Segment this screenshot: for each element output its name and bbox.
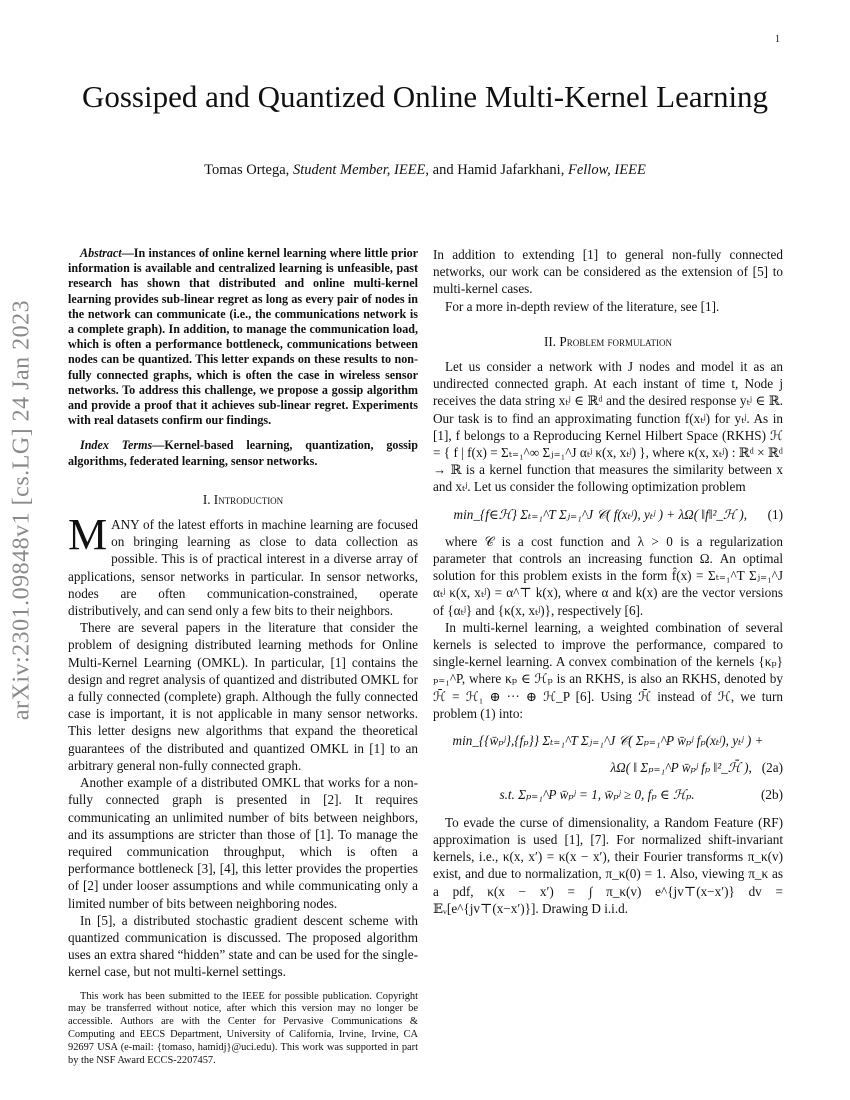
page-number: 1 — [775, 34, 780, 45]
problem-paragraph-4: To evade the curse of dimensionality, a Random Feature (RF) approximation is used [1], [7]. For normalized shift-invariant kernels, i.e., κ(x, x′) = κ(x − x′), their Fourier transforms π_κ(v) exist, and due to normalization, π_κ(0) = 1. Also, viewing π_κ as a pdf, κ(x − x′) = ∫ π_κ(v) e^{jv⊤(x−x′)} dv = 𝔼ᵥ[e^{jv⊤(x−x′)}]. Drawing D i.i.d. — [433, 814, 783, 916]
intro-paragraph-1-text: ANY of the latest efforts in machine learning are focused on bringing learning as close to data collection as possible. This is of practical interest in a diverse array of applications, sensor networks in particular. In sensor networks, nodes are often communication-constrained, operate distributively, and can send only a few bits to their neighbors. — [68, 517, 418, 619]
arxiv-stamp-text: arXiv:2301.09848v1 [cs.LG] 24 Jan 2023 — [8, 299, 35, 721]
footnote: This work has been submitted to the IEEE for possible publication. Copyright may be transferred without notice, after which this version may no longer be accessible. Authors are with the Center for Pervasive Communications & Computing and EECS Department, University of California, Irvine, Irvine, CA 92697 USA (e-mail: {tomaso, hamidj}@uci.edu). This work was supported in part by the NSF Award ECCS-2207457. — [68, 990, 418, 1066]
intro-paragraph-3: Another example of a distributed OMKL that works for a non-fully connected graph is presented in [2]. It requires communicating an unlimited number of bits between neighbors, and its assumptions are stricter than those of [1]. To manage the required communication throughput, which is often a performance bottleneck [3], [4], this letter provides the properties of [2] under looser assumptions and while communicating only a limited number of bits between neighboring nodes. — [68, 775, 418, 911]
author-2: , and Hamid Jafarkhani, — [425, 162, 568, 178]
right-column — [433, 246, 783, 917]
equation-1-body: min_{f∈ℋ} Σₜ₌₁^T Σⱼ₌₁^J 𝒞( f(xₜʲ), yₜʲ ) + λΩ( ‖f‖²_ℋ ), — [453, 506, 748, 522]
abstract-text: —In instances of online kernel learning where little prior information is available and centralized learning is unfeasible, past research has shown that distributed and online multi-kernel learning provides sub-linear regret as long as every pair of nodes in the network can communicate (i.e., the communications network is a complete graph). In addition, to manage the communication load, which is often a performance bottleneck, communications between nodes can be quantized. This letter expands on these results to non-fully connected graphs, which is often the case in wireless sensor networks. To address this challenge, we propose a gossip algorithm and provide a proof that it achieves sub-linear regret. Experiments with real datasets confirm our findings. — [68, 246, 418, 428]
right-paragraph-2: For a more in-depth review of the literature, see [1]. — [445, 298, 720, 314]
problem-paragraph-1: Let us consider a network with J nodes and model it as an undirected connected graph. At each instant of time t, Node j receives the data string xₜʲ ∈ ℝᵈ and the desired response yₜʲ ∈ ℝ. Our task is to find an approximating function f(xₜʲ) for yₜʲ. As in [1], f belongs to a Reproducing Kernel Hilbert Space (RKHS) ℋ = { f | f(x) = Σₜ₌₁^∞ Σⱼ₌₁^J αₜʲ κ(x, xₜʲ) }, where κ(x, xₜʲ) : ℝᵈ × ℝᵈ → ℝ is a kernel function that measures the similarity between x and xₜʲ. Let us consider the following optimization problem — [433, 359, 783, 495]
intro-paragraph-2: There are several papers in the literature that consider the problem of designing distributed learning methods for Online Multi-Kernel Learning (OMKL). In particular, [1] contains the design and regret analysis of quantized and distributed OMKL for a fully connected (complete) graph. Although the fully connected case is important, it is not applicable in many sensor networks. This letter designs new algorithms that expand the theoretical guarantees of the distributed and quantized OMKL in [1] to an arbitrary general non-fully connected graph. — [68, 620, 418, 773]
intro-paragraph-1 — [68, 510, 418, 619]
equation-2b-body: s.t. Σₚ₌₁^P w̄ₚʲ = 1, w̄ₚʲ ≥ 0, fₚ ∈ ℋₚ. — [499, 787, 695, 803]
problem-paragraph-2: where 𝒞 is a cost function and λ > 0 is a regularization parameter that controls an increasing function Ω. An optimal solution for this problem exists in the form f̂(x) = Σₜ₌₁^T Σⱼ₌₁^J αₜʲ κ(x, xₜʲ) = α^⊤ k(x), where α and k(x) are the vector versions of {αₜʲ} and {κ(x, xₜʲ)}, respectively [6]. — [433, 533, 783, 618]
abstract — [68, 246, 418, 428]
equation-1-number: (1) — [767, 506, 783, 522]
equation-2a-line-2 — [433, 759, 783, 776]
abstract-label: Abstract — [80, 246, 122, 260]
equation-2a-body-1: min_{{w̄ₚʲ},{fₚ}} Σₜ₌₁^T Σⱼ₌₁^J 𝒞( Σₚ₌₁^P w̄ₚʲ fₚ(xₜʲ), yₜʲ ) + — [452, 733, 764, 749]
intro-paragraph-4: In [5], a distributed stochastic gradient descent scheme with quantized communication is discussed. The proposed algorithm uses an extra shared “hidden” state and can be used for the single-kernel case, but not multi-kernel settings. — [68, 912, 418, 980]
author-1: Tomas Ortega, — [204, 162, 293, 178]
equation-2a-line-1 — [433, 732, 783, 749]
index-terms-label: Index Terms — [80, 438, 153, 453]
section-heading-problem-formulation: II. Problem formulation — [543, 333, 672, 349]
arxiv-stamp — [0, 280, 44, 740]
index-terms — [68, 438, 418, 468]
equation-2a-number: (2a) — [761, 760, 783, 776]
author-1-role: Student Member, IEEE — [292, 162, 426, 178]
index-terms-text: —Kernel-based learning, quantization, gossip algorithms, federated learning, sensor networks. — [68, 438, 418, 468]
equation-2b — [433, 786, 783, 803]
equation-2a-body-2: λΩ( ‖ Σₚ₌₁^P w̄ₚʲ fₚ ‖²_ℋ̄ ), — [610, 760, 752, 776]
section-heading-introduction: I. Introduction — [202, 491, 284, 507]
right-paragraph-1: In addition to extending [1] to general non-fully connected networks, our work can be considered as the extension of [5] to multi-kernel cases. — [433, 247, 783, 297]
author-line — [60, 162, 790, 179]
drop-cap: M — [68, 510, 108, 560]
problem-paragraph-3: In multi-kernel learning, a weighted combination of several kernels is selected to improve the performance, compared to single-kernel learning. A convex combination of the kernels {κₚ}ₚ₌₁^P, where κₚ ∈ ℋₚ is an RKHS, is also an RKHS, denoted by ℋ̄ = ℋ₁ ⊕ ··· ⊕ ℋ_P [6]. Using ℋ̄ instead of ℋ, we turn problem (1) into: — [433, 619, 783, 721]
paper-title: Gossiped and Quantized Online Multi-Kernel Learning — [81, 79, 769, 114]
equation-2b-number: (2b) — [761, 787, 783, 803]
author-2-role: Fellow, IEEE — [567, 162, 646, 178]
equation-1 — [433, 506, 783, 523]
left-column — [68, 246, 418, 1067]
